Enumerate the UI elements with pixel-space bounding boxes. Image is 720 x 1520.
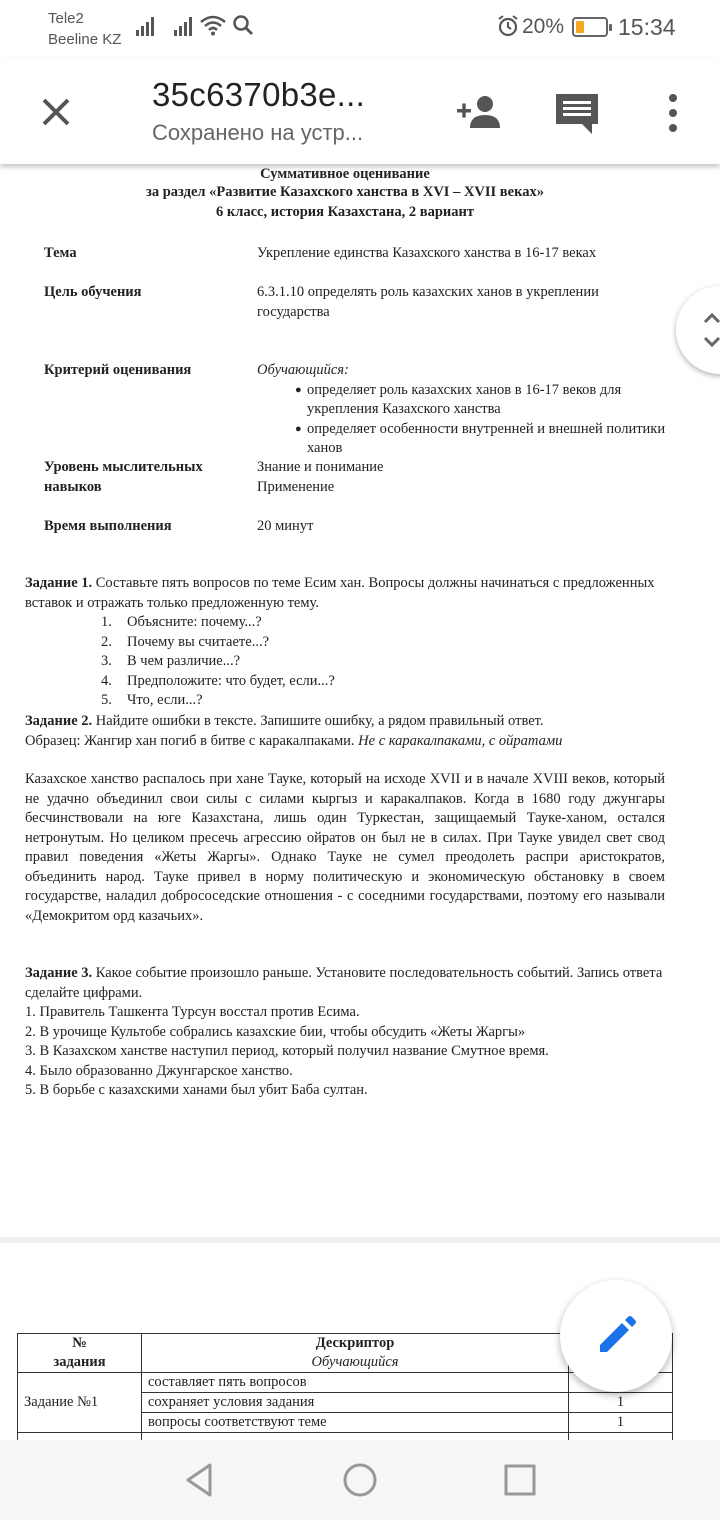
list-item: 2. Почему вы считаете...?	[101, 633, 270, 650]
list-item: 1. Правитель Ташкента Турсун восстал против Есима.	[25, 1004, 360, 1020]
topic-label: Тема	[44, 245, 77, 261]
doc-heading-1: Суммативное оценивание	[260, 166, 430, 182]
table-row	[18, 1373, 673, 1393]
task-3-text: Какое событие произошло раньше. Установите последовательность событий. Запись ответа сделайте цифрами.	[25, 965, 663, 1001]
table-score: 1	[569, 1393, 673, 1413]
table-cell: составляет пять вопросов	[142, 1373, 569, 1393]
home-icon[interactable]	[342, 1462, 378, 1498]
task-3-title: Задание 3.	[25, 965, 93, 981]
wifi-icon	[200, 14, 226, 36]
list-item: 2. В урочище Культобе собрались казахские бии, чтобы обсудить «Жеты Жаргы»	[25, 1023, 526, 1040]
criteria-item-1: ● определяет роль казахских ханов в 16-17 веков для укрепления Казахского ханства	[257, 381, 677, 420]
list-item: 4. Было образованно Джунгарское ханство.	[25, 1062, 293, 1079]
time-label: Время выполнения	[44, 518, 172, 534]
doc-heading-3: 6 класс, история Казахстана, 2 вариант	[215, 204, 475, 220]
list-item: 3. В Казахском ханстве наступил период, который получил название Смутное время.	[25, 1043, 549, 1059]
task-2-paragraph: Казахское ханство распалось при хане Тауке, который на исходе XVII и в начале XVIII веков, который не удачно объединил свои силы с силами кыргыз и каракалпаков. Когда в 1680 году джунгары бесчинствовали на юге Казахстана, лишь один Туркестан, защищаемый Тауке-ханом, остался нетронутым. Но целиком пресечь агрессию ойратов он был не в силах. При Тауке увидел свет свод правил поведения «Жеты Жаргы». Однако Тауке не сумел преодолеть распри аристократов, объединить народ. Тауке привел в норму политическую и экономическую обстановку в своем государстве, наладил добрососедские отношения - с соседними государствами, поэтому его называли «Демокритом орд казачьих».	[25, 771, 665, 924]
task-3	[25, 964, 665, 1003]
status-bar	[0, 0, 720, 58]
signal-icon	[136, 16, 154, 36]
navigation-bar	[0, 1440, 720, 1520]
scroll-arrows-icon	[702, 310, 720, 350]
list-item: 1. Объясните: почему...?	[101, 614, 262, 630]
recents-icon[interactable]	[502, 1462, 538, 1498]
criteria-label: Критерий оценивания	[44, 362, 192, 378]
table-row	[18, 1433, 673, 1441]
signal-icon-2	[174, 16, 192, 36]
task-2-sample-answer: Не с каракалпаками, с ойратами	[358, 732, 563, 749]
goal-value: 6.3.1.10 определять роль казахских ханов в укреплении государства	[257, 284, 599, 320]
clock: 15:34	[618, 14, 676, 40]
task-2-text: Найдите ошибки в тексте. Запишите ошибку, а рядом правильный ответ.	[92, 713, 544, 729]
time-value: 20 минут	[257, 518, 314, 534]
back-icon[interactable]	[182, 1462, 218, 1498]
close-icon[interactable]	[30, 86, 82, 138]
task-1-list	[101, 613, 601, 711]
comment-icon[interactable]	[552, 88, 602, 138]
goal-label: Цель обучения	[44, 284, 142, 300]
app-bar	[0, 58, 720, 164]
table-cell: вопросы соответствуют теме	[142, 1413, 569, 1433]
task-2-sample: Образец: Жангир хан погиб в битве с каракалпаками.	[25, 732, 359, 749]
table-score: 1	[569, 1413, 673, 1433]
task-1-title: Задание 1.	[25, 575, 93, 591]
criteria-intro: Обучающийся:	[257, 362, 349, 378]
skills-value-1: Знание и понимание	[257, 459, 384, 475]
pencil-icon	[594, 1314, 638, 1358]
list-item: 3. В чем различие...?	[101, 653, 241, 669]
search-status-icon	[232, 14, 254, 36]
more-menu-icon[interactable]	[648, 88, 698, 138]
battery-percent: 20%	[522, 15, 565, 38]
document-title: 35c6370b3e...	[152, 76, 366, 113]
criteria-value	[257, 361, 677, 459]
task-1	[25, 574, 665, 613]
edit-button[interactable]	[560, 1280, 672, 1392]
list-item: 4. Предположите: что будет, если...?	[101, 672, 335, 689]
document-subtitle: Сохранено на устр...	[152, 120, 364, 145]
task-2	[25, 712, 665, 751]
table-header-task: № задания	[18, 1334, 142, 1373]
topic-value: Укрепление единства Казахского ханства в 16-17 веках	[257, 245, 597, 261]
battery-icon	[572, 17, 608, 37]
task-3-list	[25, 1003, 665, 1101]
carrier-2: Beeline KZ	[48, 31, 122, 48]
document-page	[0, 164, 720, 1237]
doc-heading-2: за раздел «Развитие Казахского ханства в XVI – XVII веках»	[146, 184, 544, 200]
carrier-1: Tele2	[48, 10, 84, 27]
carrier-names	[48, 8, 121, 50]
skills-value	[257, 458, 677, 497]
alarm-icon	[497, 14, 519, 38]
table-task-label: Задание №1	[18, 1373, 142, 1433]
list-item: 5. В борьбе с казахскими ханами был убит Баба султан.	[25, 1082, 368, 1098]
add-person-icon[interactable]	[455, 88, 505, 138]
task-2-title: Задание 2.	[25, 713, 93, 729]
criteria-item-2: ● определяет особенности внутренней и внешней политики ханов	[257, 420, 677, 459]
list-item: 5. Что, если...?	[101, 692, 203, 708]
table-cell: сохраняет условия задания	[142, 1393, 569, 1413]
skills-label: Уровень мыслительных навыков	[44, 459, 203, 495]
task-1-text: Составьте пять вопросов по теме Есим хан. Вопросы должны начинаться с предложенных вставок и отражать только предложенную тему.	[25, 575, 655, 611]
skills-value-2: Применение	[257, 478, 335, 495]
table-header-descriptor: Дескриптор Обучающийся	[142, 1334, 569, 1373]
